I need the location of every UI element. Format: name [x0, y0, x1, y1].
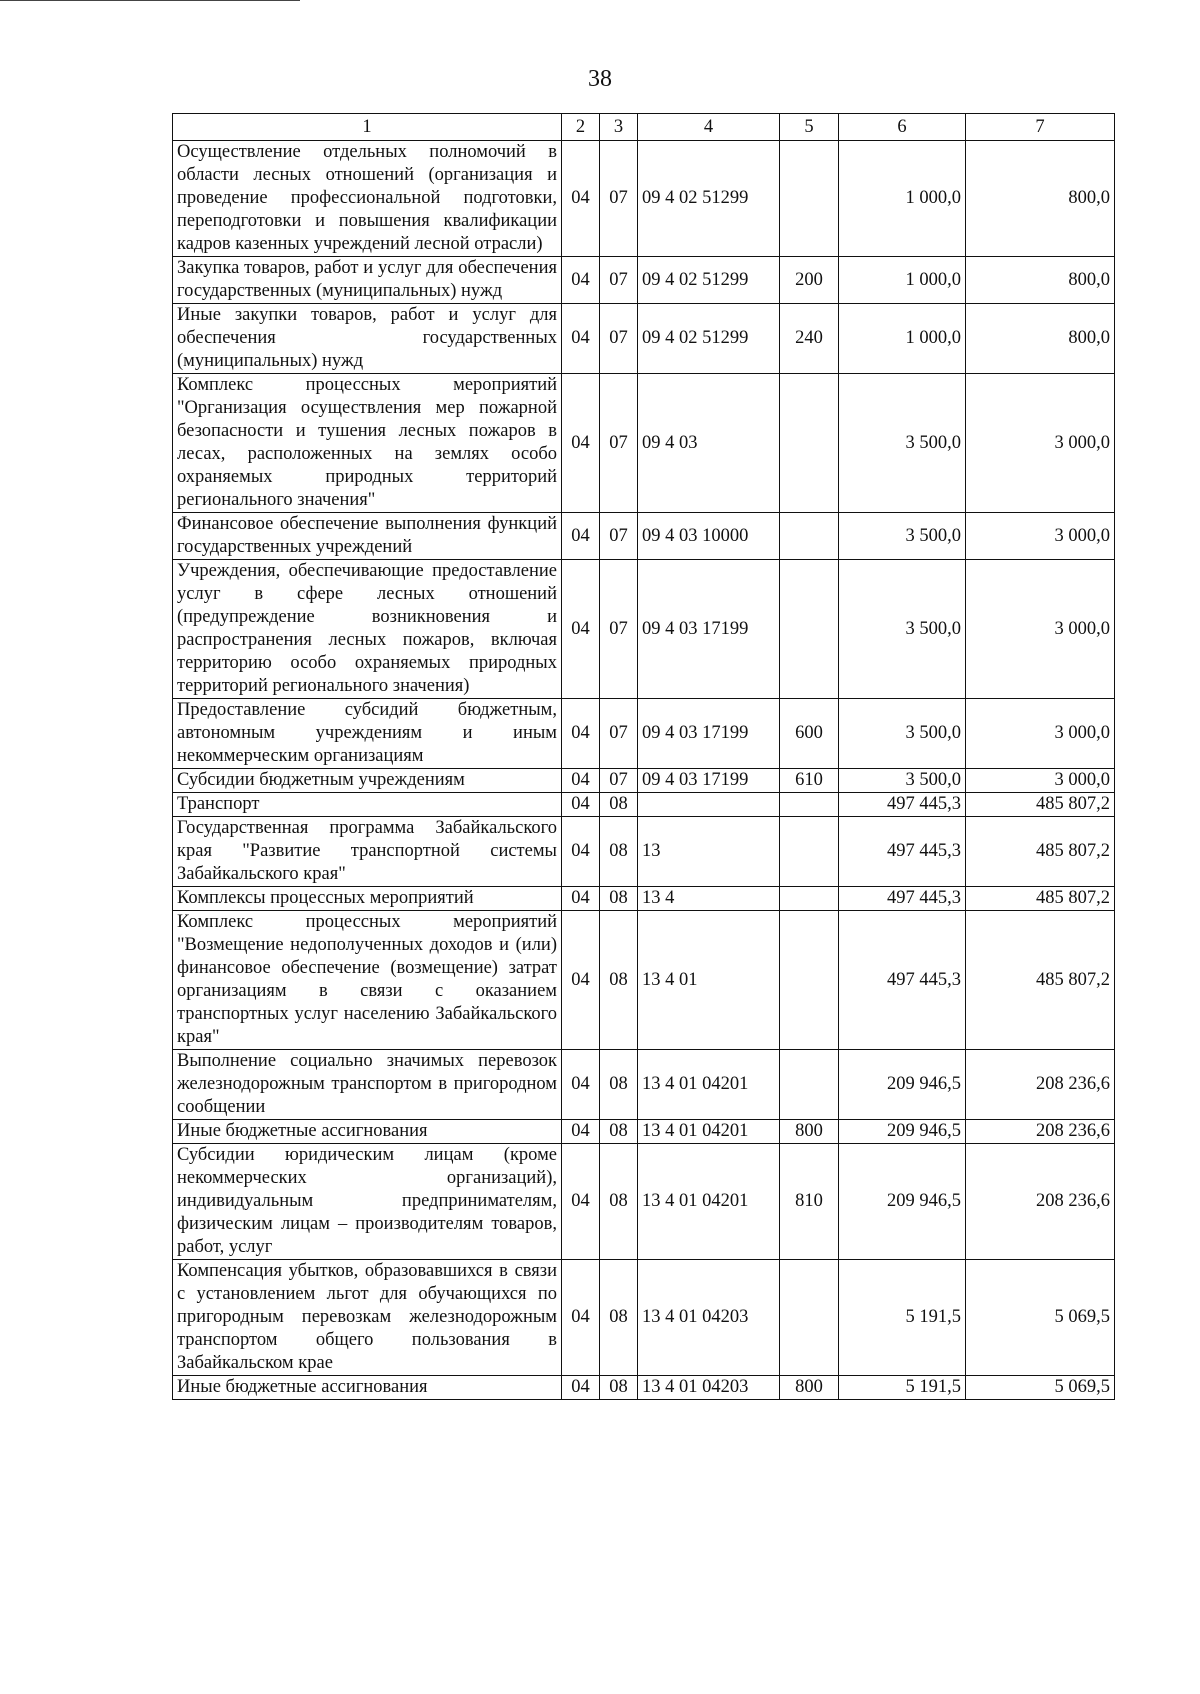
amount-year1-cell: 209 946,5 [839, 1144, 966, 1260]
amount-year2-cell: 800,0 [966, 141, 1115, 257]
target-article-cell: 09 4 03 17199 [638, 769, 780, 793]
amount-year1-cell: 3 500,0 [839, 374, 966, 513]
expense-type-cell [780, 793, 839, 817]
section-code-cell: 04 [562, 769, 600, 793]
target-article-cell: 09 4 02 51299 [638, 304, 780, 374]
table-row [173, 887, 1115, 911]
target-article-cell [638, 793, 780, 817]
section-code-cell: 04 [562, 887, 600, 911]
top-rule [0, 0, 300, 1]
header-col-1: 1 [173, 114, 562, 141]
expense-type-cell: 200 [780, 257, 839, 304]
subsection-code-cell: 08 [600, 1120, 638, 1144]
expense-type-cell: 600 [780, 699, 839, 769]
subsection-code-cell: 07 [600, 374, 638, 513]
target-article-cell: 13 4 01 04203 [638, 1260, 780, 1376]
section-code-cell: 04 [562, 1120, 600, 1144]
amount-year2-cell: 3 000,0 [966, 374, 1115, 513]
amount-year1-cell: 3 500,0 [839, 769, 966, 793]
row-name-cell: Государственная программа Забайкальского края "Развитие транспортной системы Забайкальского края" [173, 817, 562, 887]
expense-type-cell [780, 817, 839, 887]
table-row [173, 911, 1115, 1050]
expense-type-cell [780, 1050, 839, 1120]
page-number: 38 [588, 66, 612, 92]
amount-year2-cell: 5 069,5 [966, 1260, 1115, 1376]
row-name-cell: Иные бюджетные ассигнования [173, 1376, 562, 1400]
row-name-cell: Комплексы процессных мероприятий [173, 887, 562, 911]
subsection-code-cell: 08 [600, 887, 638, 911]
amount-year2-cell: 208 236,6 [966, 1120, 1115, 1144]
amount-year1-cell: 497 445,3 [839, 911, 966, 1050]
table-row [173, 513, 1115, 560]
expense-type-cell [780, 1260, 839, 1376]
table-row [173, 141, 1115, 257]
target-article-cell: 09 4 02 51299 [638, 257, 780, 304]
target-article-cell: 13 4 01 [638, 911, 780, 1050]
amount-year1-cell: 5 191,5 [839, 1260, 966, 1376]
table-row [173, 1144, 1115, 1260]
header-col-2: 2 [562, 114, 600, 141]
row-name-cell: Закупка товаров, работ и услуг для обеспечения государственных (муниципальных) нужд [173, 257, 562, 304]
section-code-cell: 04 [562, 257, 600, 304]
header-col-7: 7 [966, 114, 1115, 141]
row-name-cell: Комплекс процессных мероприятий "Возмещение недополученных доходов и (или) финансовое обеспечение (возмещение) затрат организациям в связи с оказанием транспортных услуг населению Забайкальского края" [173, 911, 562, 1050]
amount-year2-cell: 485 807,2 [966, 793, 1115, 817]
table-row [173, 1376, 1115, 1400]
subsection-code-cell: 07 [600, 141, 638, 257]
amount-year1-cell: 3 500,0 [839, 560, 966, 699]
section-code-cell: 04 [562, 141, 600, 257]
expense-type-cell: 810 [780, 1144, 839, 1260]
amount-year2-cell: 208 236,6 [966, 1050, 1115, 1120]
target-article-cell: 13 4 01 04201 [638, 1120, 780, 1144]
table-row [173, 304, 1115, 374]
amount-year2-cell: 5 069,5 [966, 1376, 1115, 1400]
amount-year1-cell: 209 946,5 [839, 1120, 966, 1144]
amount-year1-cell: 5 191,5 [839, 1376, 966, 1400]
subsection-code-cell: 07 [600, 769, 638, 793]
amount-year1-cell: 1 000,0 [839, 304, 966, 374]
table-row [173, 560, 1115, 699]
target-article-cell: 13 [638, 817, 780, 887]
amount-year2-cell: 3 000,0 [966, 699, 1115, 769]
row-name-cell: Иные бюджетные ассигнования [173, 1120, 562, 1144]
table-row [173, 257, 1115, 304]
expense-type-cell: 240 [780, 304, 839, 374]
amount-year1-cell: 497 445,3 [839, 887, 966, 911]
expense-type-cell [780, 374, 839, 513]
amount-year1-cell: 3 500,0 [839, 513, 966, 560]
header-row [173, 114, 1115, 141]
table-row [173, 1260, 1115, 1376]
table-row [173, 793, 1115, 817]
subsection-code-cell: 08 [600, 911, 638, 1050]
amount-year1-cell: 3 500,0 [839, 699, 966, 769]
section-code-cell: 04 [562, 1260, 600, 1376]
section-code-cell: 04 [562, 513, 600, 560]
amount-year1-cell: 1 000,0 [839, 257, 966, 304]
amount-year2-cell: 3 000,0 [966, 769, 1115, 793]
expense-type-cell: 800 [780, 1120, 839, 1144]
section-code-cell: 04 [562, 1050, 600, 1120]
table-row [173, 1050, 1115, 1120]
section-code-cell: 04 [562, 817, 600, 887]
section-code-cell: 04 [562, 911, 600, 1050]
table-row [173, 817, 1115, 887]
row-name-cell: Иные закупки товаров, работ и услуг для обеспечения государственных (муниципальных) нужд [173, 304, 562, 374]
header-col-6: 6 [839, 114, 966, 141]
subsection-code-cell: 08 [600, 1376, 638, 1400]
expense-type-cell [780, 513, 839, 560]
section-code-cell: 04 [562, 1376, 600, 1400]
row-name-cell: Транспорт [173, 793, 562, 817]
subsection-code-cell: 07 [600, 304, 638, 374]
amount-year2-cell: 3 000,0 [966, 513, 1115, 560]
target-article-cell: 13 4 01 04201 [638, 1050, 780, 1120]
subsection-code-cell: 08 [600, 817, 638, 887]
amount-year2-cell: 485 807,2 [966, 887, 1115, 911]
row-name-cell: Финансовое обеспечение выполнения функций государственных учреждений [173, 513, 562, 560]
expense-type-cell [780, 887, 839, 911]
row-name-cell: Осуществление отдельных полномочий в области лесных отношений (организация и проведение профессиональной подготовки, переподготовки и повышения квалификации кадров казенных учреждений лесной отрасли) [173, 141, 562, 257]
row-name-cell: Выполнение социально значимых перевозок железнодорожным транспортом в пригородном сообщении [173, 1050, 562, 1120]
section-code-cell: 04 [562, 374, 600, 513]
section-code-cell: 04 [562, 699, 600, 769]
subsection-code-cell: 08 [600, 1260, 638, 1376]
target-article-cell: 09 4 03 10000 [638, 513, 780, 560]
header-col-4: 4 [638, 114, 780, 141]
target-article-cell: 09 4 03 17199 [638, 560, 780, 699]
target-article-cell: 13 4 01 04201 [638, 1144, 780, 1260]
amount-year1-cell: 209 946,5 [839, 1050, 966, 1120]
amount-year2-cell: 3 000,0 [966, 560, 1115, 699]
table-body [173, 141, 1115, 1400]
amount-year2-cell: 800,0 [966, 257, 1115, 304]
amount-year2-cell: 485 807,2 [966, 817, 1115, 887]
amount-year1-cell: 1 000,0 [839, 141, 966, 257]
subsection-code-cell: 08 [600, 1144, 638, 1260]
subsection-code-cell: 07 [600, 513, 638, 560]
amount-year1-cell: 497 445,3 [839, 793, 966, 817]
table-row [173, 769, 1115, 793]
subsection-code-cell: 07 [600, 560, 638, 699]
row-name-cell: Субсидии юридическим лицам (кроме некоммерческих организаций), индивидуальным предпринимателям, физическим лицам – производителям товаров, работ, услуг [173, 1144, 562, 1260]
table-row [173, 374, 1115, 513]
target-article-cell: 09 4 02 51299 [638, 141, 780, 257]
row-name-cell: Предоставление субсидий бюджетным, автономным учреждениям и иным некоммерческим организациям [173, 699, 562, 769]
subsection-code-cell: 07 [600, 699, 638, 769]
target-article-cell: 13 4 01 04203 [638, 1376, 780, 1400]
subsection-code-cell: 07 [600, 257, 638, 304]
expense-type-cell [780, 560, 839, 699]
expense-type-cell [780, 141, 839, 257]
table-row [173, 1120, 1115, 1144]
row-name-cell: Комплекс процессных мероприятий "Организация осуществления мер пожарной безопасности и тушения лесных пожаров в лесах, расположенных на землях особо охраняемых природных территорий регионального значения" [173, 374, 562, 513]
amount-year2-cell: 800,0 [966, 304, 1115, 374]
header-col-3: 3 [600, 114, 638, 141]
header-col-5: 5 [780, 114, 839, 141]
section-code-cell: 04 [562, 304, 600, 374]
expense-type-cell: 800 [780, 1376, 839, 1400]
section-code-cell: 04 [562, 560, 600, 699]
amount-year2-cell: 485 807,2 [966, 911, 1115, 1050]
section-code-cell: 04 [562, 793, 600, 817]
row-name-cell: Компенсация убытков, образовавшихся в связи с установлением льгот для обучающихся по пригородным перевозкам железнодорожным транспортом общего пользования в Забайкальском крае [173, 1260, 562, 1376]
row-name-cell: Субсидии бюджетным учреждениям [173, 769, 562, 793]
expense-type-cell [780, 911, 839, 1050]
table-row [173, 699, 1115, 769]
amount-year1-cell: 497 445,3 [839, 817, 966, 887]
row-name-cell: Учреждения, обеспечивающие предоставление услуг в сфере лесных отношений (предупреждение возникновения и распространения лесных пожаров, включая территорию особо охраняемых природных территорий регионального значения) [173, 560, 562, 699]
budget-table [172, 113, 1115, 1400]
target-article-cell: 13 4 [638, 887, 780, 911]
target-article-cell: 09 4 03 [638, 374, 780, 513]
subsection-code-cell: 08 [600, 793, 638, 817]
section-code-cell: 04 [562, 1144, 600, 1260]
amount-year2-cell: 208 236,6 [966, 1144, 1115, 1260]
subsection-code-cell: 08 [600, 1050, 638, 1120]
expense-type-cell: 610 [780, 769, 839, 793]
target-article-cell: 09 4 03 17199 [638, 699, 780, 769]
